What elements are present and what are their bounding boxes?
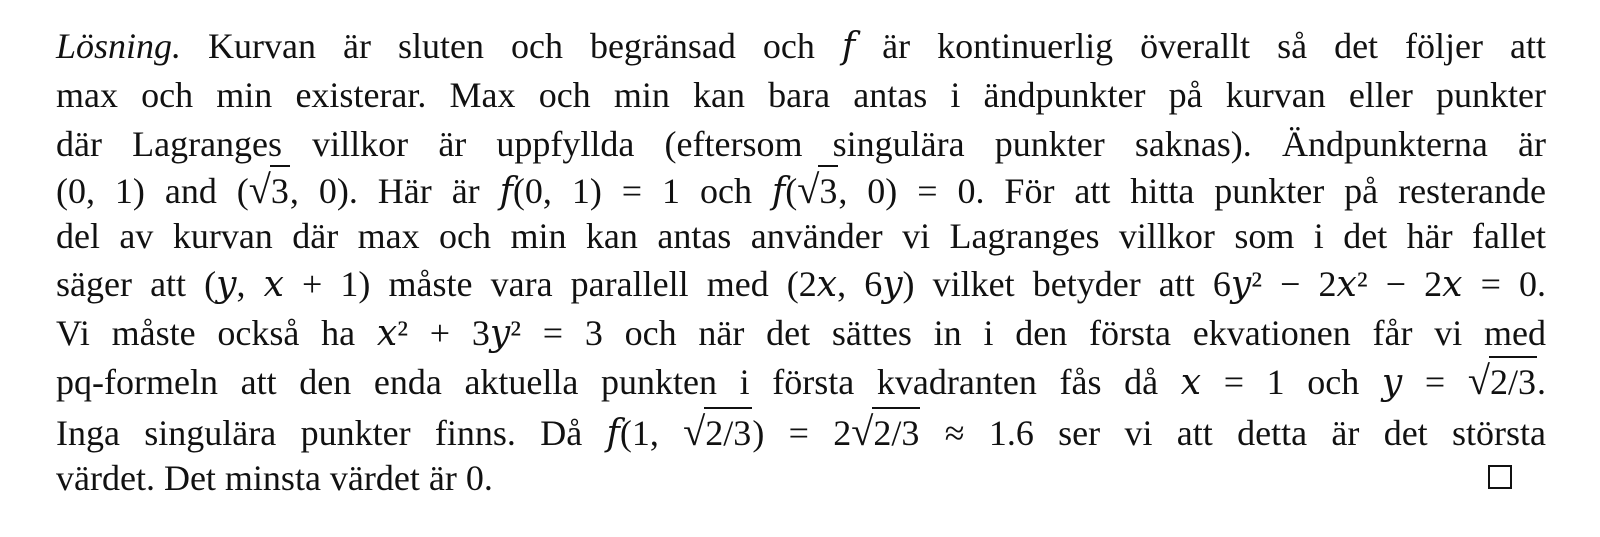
text-fragment: , 0). Här är 𝑓(0, 1) = 1 och 𝑓( [289,171,798,211]
radical-sign: √ [851,409,874,454]
text-fragment: pq-formeln att den enda aktuella punkten i första kvadranten fås då 𝑥 = 1 och 𝑦 = [56,362,1468,402]
square-root-expression [249,165,290,213]
solution-line-5: del av kurvan där max och min kan antas använder vi Lagranges villkor som i det här fallet [56,216,1546,256]
qed-square-icon [1488,465,1512,489]
solution-line-6: säger att (𝑦, 𝑥 + 1) måste vara parallell med (2𝑥, 6𝑦) vilket betyder att 6𝑦² − 2𝑥² − 2𝑥 = 0. [56,264,1546,304]
solution-line-4 [56,165,1546,213]
solution-line-7: Vi måste också ha 𝑥² + 3𝑦² = 3 och när det sättes in i den första ekvationen får vi med [56,313,1546,353]
radical-sign: √ [683,409,706,454]
solution-line-1 [56,24,1546,68]
radicand: 3 [270,165,290,213]
square-root-expression [851,407,920,455]
solution-line-10: värdet. Det minsta värdet är 0. [56,458,493,498]
radicand: 2/3 [872,407,920,455]
square-root-expression [1468,356,1537,404]
solution-line-8 [56,356,1546,404]
text-fragment: (0, 1) and ( [56,171,249,211]
square-root-expression [683,407,752,455]
text-fragment: ≈ 1.6 ser vi att detta är det största [920,413,1546,453]
text-fragment: . [1537,362,1546,402]
radical-sign: √ [1467,358,1490,403]
solution-line-3: där Lagranges villkor är uppfyllda (eftersom singulära punkter saknas). Ändpunkterna är [56,124,1546,164]
text-fragment: Inga singulära punkter finns. Då 𝑓(1, [56,413,684,453]
solution-text: Kurvan är sluten och begränsad och 𝑓 är kontinuerlig överallt så det följer att [181,26,1546,66]
solution-line-9 [56,407,1546,455]
radicand: 2/3 [1489,356,1537,404]
radical-sign: √ [797,167,820,212]
solution-line-2: max och min existerar. Max och min kan bara antas i ändpunkter på kurvan eller punkter [56,75,1546,115]
solution-heading: Lösning. [56,26,182,66]
radicand: 2/3 [704,407,752,455]
radicand: 3 [818,165,838,213]
square-root-expression [797,165,838,213]
text-fragment: , 0) = 0. För att hitta punkter på resterande [838,171,1546,211]
radical-sign: √ [248,167,271,212]
text-fragment: ) = 2 [752,413,852,453]
